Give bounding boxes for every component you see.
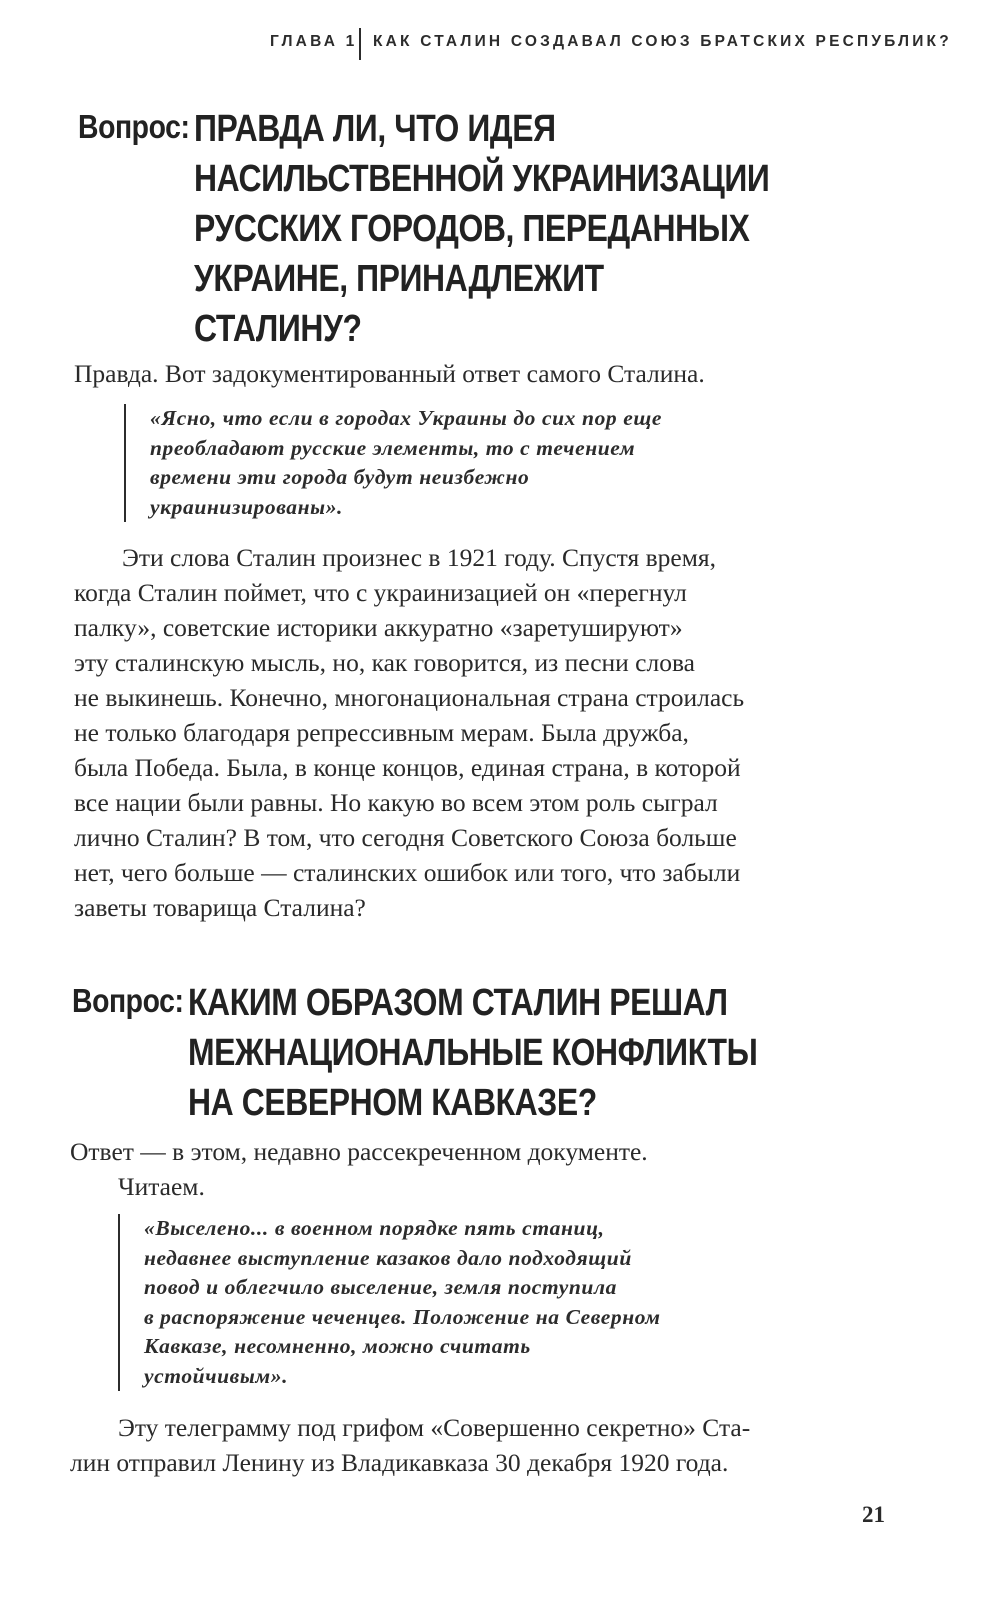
question-line: КАКИМ ОБРАЗОМ СТАЛИН РЕШАЛ: [188, 982, 728, 1024]
paragraph-line: не выкинешь. Конечно, многонациональная страна строилась: [74, 683, 745, 712]
answer-intro-2: [70, 1134, 896, 1204]
question-label: Вопрос:: [72, 982, 184, 1019]
question-line: СТАЛИНУ?: [194, 308, 362, 350]
question-line: НАСИЛЬСТВЕННОЙ УКРАИНИЗАЦИИ: [194, 158, 770, 200]
paragraph-line: все нации были равны. Но какую во всем этом роль сыграл: [74, 788, 718, 817]
paragraph-line: лин отправил Ленину из Владикавказа 30 декабря 1920 года.: [70, 1448, 729, 1477]
quote-line: недавнее выступление казаков дало подходящий: [144, 1245, 632, 1270]
answer-line: Ответ — в этом, недавно рассекреченном документе.: [70, 1137, 648, 1166]
question-heading-2: [72, 978, 932, 1138]
paragraph-line: была Победа. Была, в конце концов, единая страна, в которой: [74, 753, 741, 782]
question-line: НА СЕВЕРНОМ КАВКАЗЕ?: [188, 1082, 597, 1124]
question-text: [194, 104, 914, 354]
answer-line: Правда. Вот задокументированный ответ самого Сталина.: [74, 359, 705, 388]
question-line: РУССКИХ ГОРОДОВ, ПЕРЕДАННЫХ: [194, 208, 750, 250]
quote-block-2: [118, 1214, 904, 1391]
quote-line: «Выселено... в военном порядке пять станиц,: [144, 1216, 605, 1240]
quote-line: времени эти города будут неизбежно: [150, 465, 530, 489]
paragraph-line: лично Сталин? В том, что сегодня Советского Союза больше: [74, 823, 737, 852]
paragraph-line: нет, чего больше — сталинских ошибок или того, что забыли: [74, 858, 741, 887]
paragraph-line: палку», советские историки аккуратно «заретушируют»: [74, 613, 683, 642]
paragraph-line: не только благодаря репрессивным мерам. Была дружба,: [74, 718, 689, 747]
running-head-separator: [359, 28, 361, 60]
quote-line: в распоряжение чеченцев. Положение на Северном: [144, 1304, 661, 1329]
question-label: Вопрос:: [78, 108, 190, 145]
question-line: УКРАИНЕ, ПРИНАДЛЕЖИТ: [194, 258, 604, 300]
running-head: [270, 30, 952, 56]
question-text: [188, 978, 908, 1128]
paragraph-line: когда Сталин поймет, что с украинизацией он «перегнул: [74, 578, 687, 607]
paragraph-2: [70, 1410, 896, 1480]
chapter-title: КАК СТАЛИН СОЗДАВАЛ СОЮЗ БРАТСКИХ РЕСПУБЛИК?: [373, 33, 952, 50]
quote-block-1: [124, 404, 910, 522]
quote-line: Кавказе, несомненно, можно считать: [144, 1334, 531, 1358]
chapter-label: ГЛАВА 1: [270, 33, 358, 50]
paragraph-line: Эту телеграмму под грифом «Совершенно секретно» Ста-: [118, 1413, 751, 1442]
quote-line: повод и облегчило выселение, земля поступила: [144, 1275, 617, 1299]
question-line: ПРАВДА ЛИ, ЧТО ИДЕЯ: [194, 108, 556, 150]
quote-line: «Ясно, что если в городах Украины до сих пор еще: [150, 406, 663, 430]
answer-intro-1: [74, 356, 900, 391]
paragraph-line: эту сталинскую мысль, но, как говорится, из песни слова: [74, 648, 695, 677]
page-number: 21: [862, 1502, 885, 1527]
question-line: МЕЖНАЦИОНАЛЬНЫЕ КОНФЛИКТЫ: [188, 1032, 758, 1074]
paragraph-line: Эти слова Сталин произнес в 1921 году. Спустя время,: [122, 543, 716, 572]
question-heading-1: [78, 104, 938, 354]
quote-line: преобладают русские элементы, то с течением: [150, 435, 636, 460]
answer-line: Читаем.: [118, 1172, 205, 1201]
paragraph-1: [74, 540, 900, 925]
quote-line: устойчивым».: [144, 1363, 289, 1388]
paragraph-line: заветы товарища Сталина?: [74, 893, 366, 922]
quote-line: украинизированы».: [150, 494, 344, 519]
